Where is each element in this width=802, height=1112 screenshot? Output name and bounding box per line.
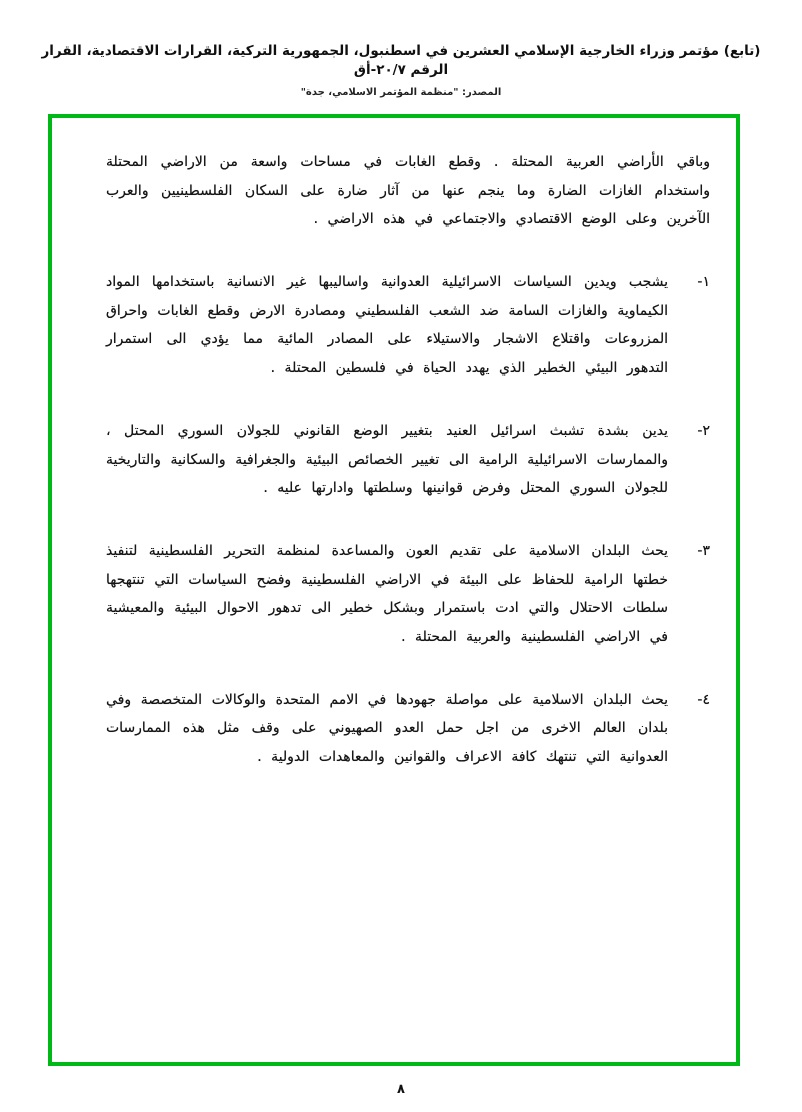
item-text: يشجب ويدين السياسات الاسرائيلية العدوانية واساليبها غير الانسانية باستخدامها المواد الكيماوية والغازات السامة ضد الشعب الفلسطيني ومصادرة الارض وقطع الغابات واحراق المزروعات واقتلاع الاشجار والاستيلاء على المصادر المائية مما يؤدي الى استمرار التدهور البيئي الخطير الذي يهدد الحياة في فلسطين المحتلة . [106,274,668,377]
item-number: ٢- [697,422,710,439]
resolution-item [92,417,710,503]
content-frame [48,114,740,1066]
item-number: ٣- [697,542,710,559]
item-number: ١- [697,274,710,291]
item-text: يحث البلدان الاسلامية على تقديم العون والمساعدة لمنظمة التحرير الفلسطينية لتنفيذ خطتها الرامية للحفاظ على البيئة في الاراضي الفلسطينية وفضح السياسات التي تنتهجها سلطات الاحتلال والتي ادت باستمرار وبشكل خطير الى تدهور الاحوال البيئية والمعيشية في الاراضي الفلسطينية والعربية المحتلة . [106,542,668,645]
document-source: المصدر: "منظمة المؤتمر الاسلامي، جدة" [300,86,502,98]
resolution-item [92,537,710,652]
item-number: ٤- [697,691,710,708]
document-header [0,0,802,98]
page-number: ٨ [397,1082,405,1097]
item-text: يدين بشدة تشبث اسرائيل العنيد بتغيير الوضع القانوني للجولان السوري المحتل ، والممارسات الاسرائيلية الرامية الى تغيير الخصائص البيئية والجغرافية والسكانية والتاريخية للجولان السوري المحتل وفرض قوانينها وسلطتها وادارتها عليه . [106,422,668,497]
item-text: يحث البلدان الاسلامية على مواصلة جهودها في الامم المتحدة والوكالات المتخصصة وفي بلدان العالم الاخرى من اجل حمل العدو الصهيوني على وقف مثل هذه الممارسات العدوانية التي تنتهك كافة الاعراف والقوانين والمعاهدات الدولية . [106,691,668,765]
resolution-item [92,268,710,383]
resolution-item [92,686,710,772]
scanned-text-area [52,118,736,824]
document-title: (تابع) مؤتمر وزراء الخارجية الإسلامي العشرين في اسطنبول، الجمهورية التركية، القرارات الاقتصادية، القرار الرقم ٢٠/٧-أق [41,43,761,78]
intro-paragraph: وباقي الأراضي العربية المحتلة . وقطع الغابات في مساحات واسعة من الاراضي المحتلة واستخدام الغازات الضارة وما ينجم عنها من آثار ضارة على السكان الفلسطينيين والعرب الآخرين وعلى الوضع الاقتصادي والاجتماعي في هذه الاراضي . [106,154,710,228]
